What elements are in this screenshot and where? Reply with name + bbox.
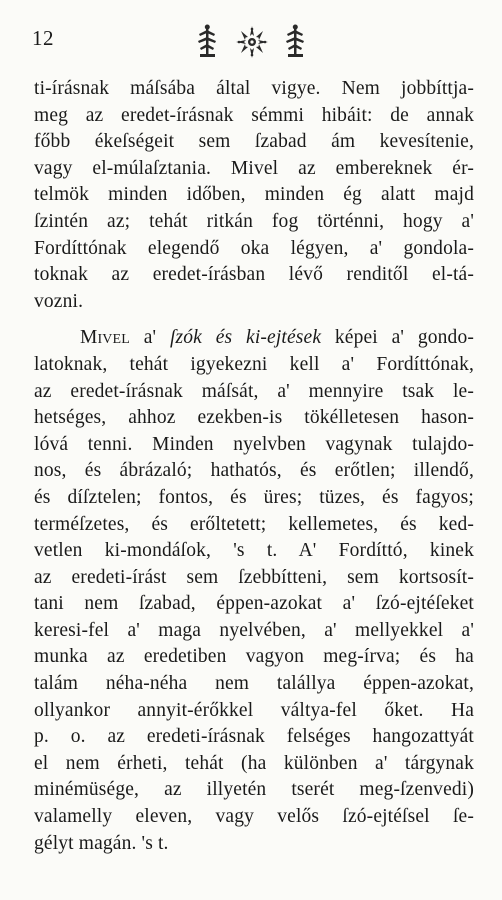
text-line: ſzintén az; tehát ritkán fog történni, hogy a' (34, 210, 474, 232)
text-line: munka az eredetiben vagyon meg-írva; és ha (34, 646, 474, 668)
opening-word: Mivel (80, 327, 130, 349)
ornament-right (286, 25, 304, 58)
text-line: vagy el-múlaſztania. Mivel az embereknek ér- (34, 157, 474, 179)
text-line: gélyt magán. 's t. (34, 832, 169, 854)
text-line: valamelly eleven, vagy velős ſzó-ejtéſsel ſe- (34, 806, 474, 828)
text-fragment: képei a' gondo- (321, 327, 474, 349)
text-line: el nem érheti, tehát (ha különben a' tárgynak (34, 752, 474, 774)
printer-ornament-icon (197, 22, 307, 62)
paragraph-2 (34, 325, 474, 857)
body-text (34, 76, 474, 857)
text-line: ti-írásnak máſsába által vigye. Nem jobbíttja- (34, 78, 474, 99)
text-fragment: a' (129, 327, 170, 349)
text-line: és díſztelen; fontos, és üres; tüzes, és fagyos; (34, 486, 474, 508)
text-line: vetlen ki-mondáſok, 's t. A' Fordíttó, kinek (34, 540, 474, 562)
text-line: terméſzetes, és erőltetett; kellemetes, és ked- (34, 513, 474, 535)
paragraph-spacer (34, 315, 474, 325)
text-line: az eredet-írásnak máſsát, a' mennyire tsak le- (34, 380, 474, 402)
text-line: ollyankor annyit-érőkkel váltya-fel őket. Ha (34, 699, 474, 721)
text-line: meg az eredet-írásnak sémmi hibáit: de annak (34, 104, 474, 126)
page-number: 12 (32, 26, 54, 50)
text-line: telmök minden időben, minden ég alatt majd (34, 184, 474, 206)
text-line: lóvá tenni. Minden nyelvben vagynak tulajdo- (34, 433, 474, 455)
text-line: talám néha-néha nem talállya éppen-azokat, (34, 673, 474, 695)
text-line: tani nem ſzabad, éppen-azokat a' ſzó-ejtéſeket (34, 593, 474, 615)
ornament-center (236, 26, 268, 58)
text-line: p. o. az eredeti-írásnak felséges hangozattyát (34, 726, 474, 748)
text-line: Fordíttónak elegendő oka légyen, a' gondola- (34, 237, 474, 259)
italic-phrase: ſzók és ki-ejtések (169, 327, 322, 349)
text-line: latoknak, tehát igyekezni kell a' Fordíttónak, (34, 353, 474, 375)
ornament-left (198, 25, 216, 58)
text-line: minémüsége, az illyetén tserét meg-ſzenvedi) (34, 779, 474, 801)
text-line: keresi-fel a' maga nyelvében, a' mellyekkel a' (34, 619, 474, 641)
text-line: nos, és ábrázaló; hathatós, és erőtlen; illendő, (34, 460, 474, 482)
text-line: hetséges, ahhoz ezekben-is tökélletesen hason- (34, 407, 474, 429)
text-line: az eredeti-írást sem ſzebbítteni, sem kortsosít- (34, 566, 474, 588)
text-line: toknak az eredet-írásban lévő renditől el-tá- (34, 264, 474, 286)
text-line: vozni. (34, 290, 84, 312)
paragraph-opening-line (34, 325, 474, 352)
paragraph-1 (34, 76, 474, 315)
text-line: főbb ékeſségeit sem ſzabad ám kevesítenie, (34, 131, 474, 153)
